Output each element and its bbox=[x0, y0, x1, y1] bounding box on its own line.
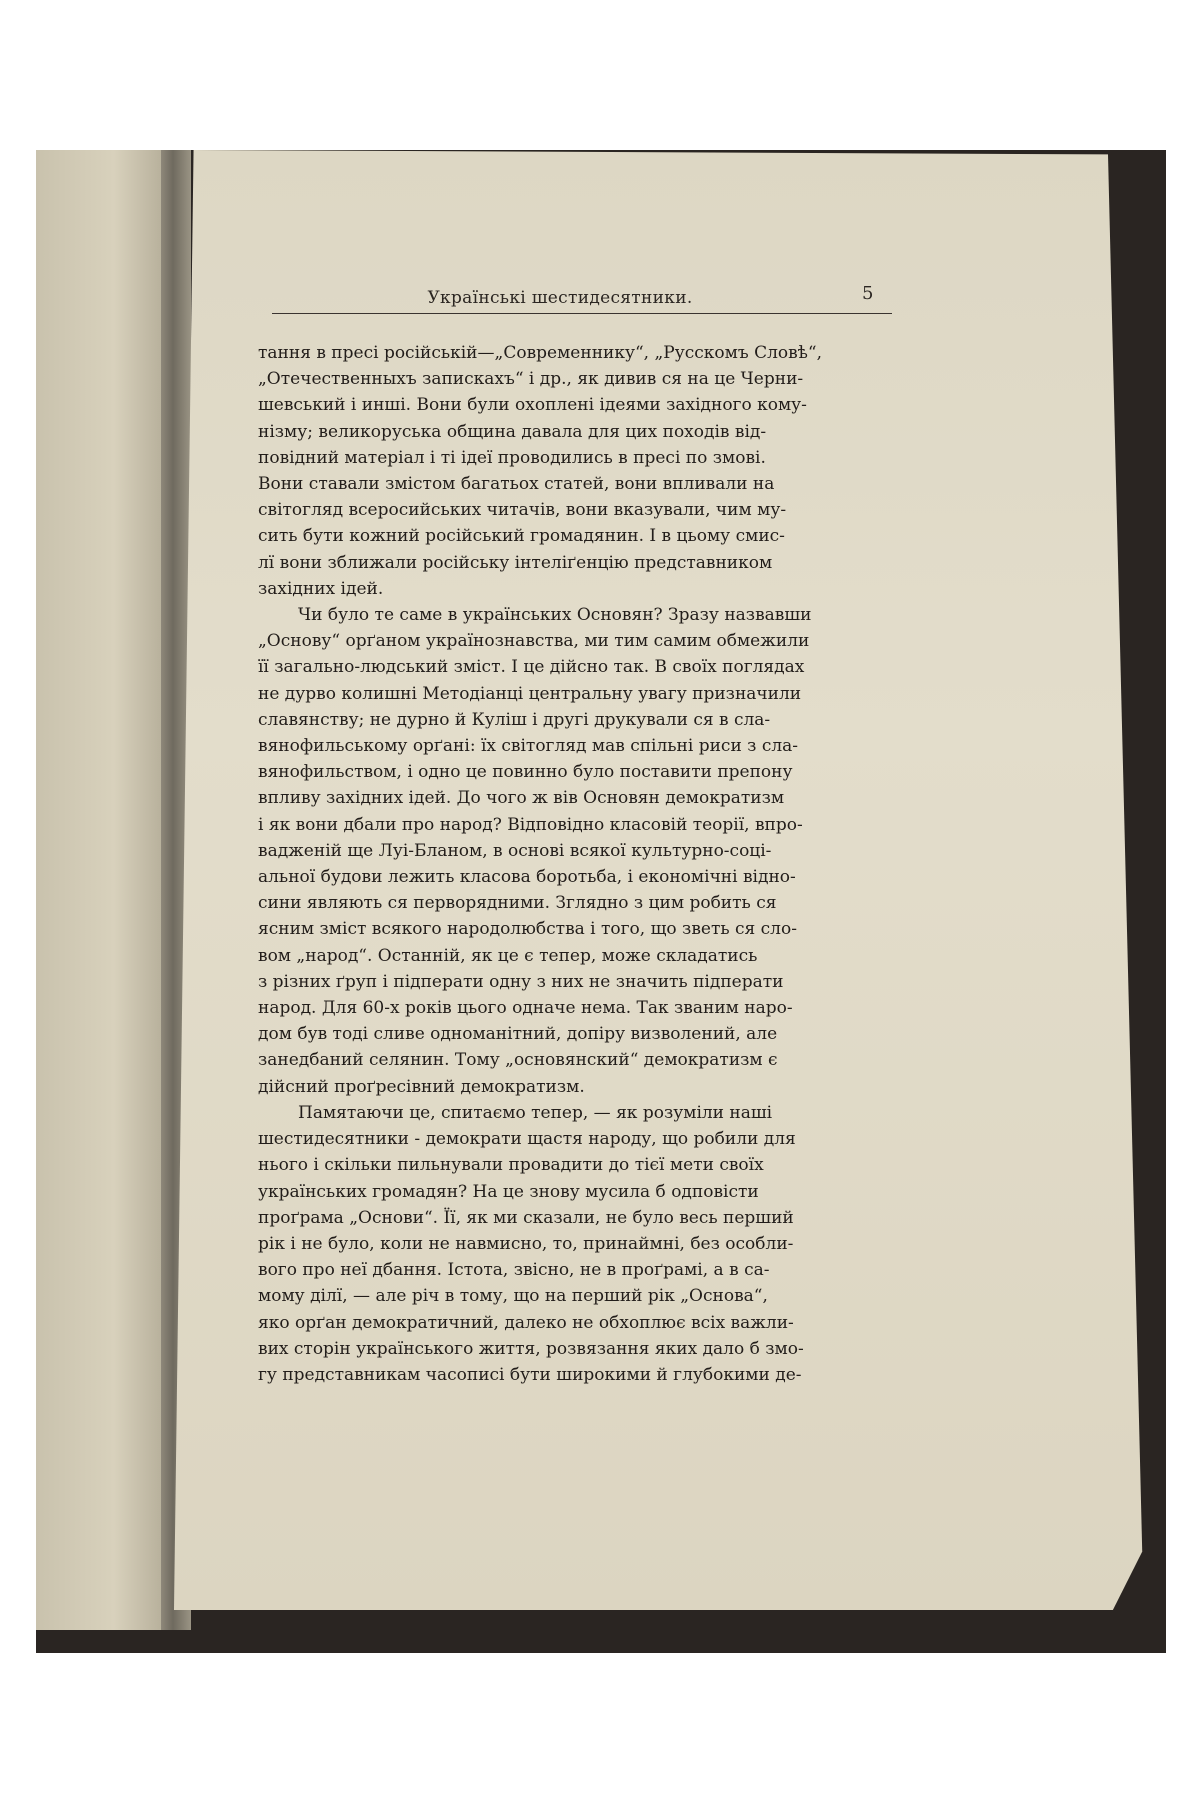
text-line: її загально-людський зміст. І це дійсно так. В своїх поглядах bbox=[258, 657, 805, 678]
text-line: і як вони дбали про народ? Відповідно класовій теорії, впро- bbox=[258, 814, 803, 835]
text-line: повідний матеріал і ті ідеї проводились в пресі по змові. bbox=[258, 447, 766, 468]
header-rule bbox=[272, 313, 892, 314]
text-line: з різних ґруп і підперати одну з них не значить підперати bbox=[258, 971, 784, 992]
text-line: альної будови лежить класова боротьба, і економічні відно- bbox=[258, 867, 796, 888]
text-line: Вони ставали змістом багатьох статей, вони впливали на bbox=[258, 474, 775, 495]
text-line: впливу західних ідей. До чого ж вів Основян демократизм bbox=[258, 788, 785, 809]
left-page-edge bbox=[36, 150, 166, 1630]
running-head: Українські шестидесятники. bbox=[427, 288, 693, 308]
text-line: вянофильством, і одно це повинно було поставити препону bbox=[258, 762, 793, 783]
text-line: шевський і инші. Вони були охоплені ідеями західного кому- bbox=[258, 395, 807, 416]
text-line: дійсний проґресівний демократизм. bbox=[258, 1076, 585, 1097]
body-text bbox=[258, 340, 898, 1388]
text-line: українських громадян? На це знову мусила б одповісти bbox=[258, 1181, 759, 1202]
text-line: тання в пресі російській—„Современнику“, „Русскомъ Словѣ“, bbox=[258, 343, 823, 363]
text-line: сини являють ся перворядними. Зглядно з цим робить ся bbox=[258, 893, 777, 914]
text-line: яко орґан демократичний, далеко не обхоплює всіх важли- bbox=[258, 1312, 794, 1333]
text-line: шестидесятники - демократи щастя народу, що робили для bbox=[258, 1129, 796, 1150]
text-line: нізму; великоруська община давала для цих походів від- bbox=[258, 421, 767, 442]
text-line: сить бути кожний російський громадянин. І в цьому смис- bbox=[258, 526, 785, 547]
text-line: рік і не було, коли не навмисно, то, принаймні, без особли- bbox=[258, 1233, 794, 1254]
text-line: народ. Для 60-х років цього одначе нема. Так званим наро- bbox=[258, 998, 793, 1019]
text-line: вого про неї дбання. Істота, звісно, не в проґрамі, а в са- bbox=[258, 1260, 770, 1281]
text-line: вадженій ще Луі-Бланом, в основі всякої культурно-соці- bbox=[258, 840, 772, 861]
text-line: вих сторін українського життя, розвязання яких дало б змо- bbox=[258, 1338, 804, 1359]
text-line: славянству; не дурно й Куліш і другі друкували ся в сла- bbox=[258, 709, 771, 730]
text-line: занедбаний селянин. Тому „основянский“ демократизм є bbox=[258, 1050, 778, 1071]
text-line: проґрама „Основи“. Її, як ми сказали, не було весь перший bbox=[258, 1207, 794, 1228]
text-line: не дурво колишні Методіанці центральну увагу призначили bbox=[258, 683, 802, 704]
text-line: гу представникам часописі бути широкими й глубокими де- bbox=[258, 1364, 802, 1385]
text-line: дом був тоді сливе одноманітний, допіру визволений, але bbox=[258, 1024, 778, 1045]
text-line: західних ідей. bbox=[258, 578, 384, 599]
text-line: Чи було те саме в українських Основян? Зразу назвавши bbox=[298, 605, 812, 626]
text-line: лї вони зближали російську інтеліґенцію представником bbox=[258, 552, 773, 573]
text-line: мому ділї, — але річ в тому, що на перший рік „Основа“, bbox=[258, 1286, 768, 1307]
text-line: нього і скільки пильнували провадити до тієї мети своїх bbox=[258, 1155, 764, 1176]
page-number: 5 bbox=[862, 283, 874, 304]
text-line: світогляд всеросийських читачів, вони вказували, чим му- bbox=[258, 500, 787, 521]
text-line: „Отечественныхъ запискахъ“ і др., як дивив ся на це Черни- bbox=[258, 369, 804, 390]
text-line: Памятаючи це, спитаємо тепер, — як розуміли наші bbox=[298, 1102, 773, 1123]
text-line: вянофильському орґані: їх світогляд мав спільні риси з сла- bbox=[258, 736, 799, 757]
text-line: ясним зміст всякого народолюбства і того, що зветь ся сло- bbox=[258, 919, 797, 940]
text-line: вом „народ“. Останній, як це є тепер, може складатись bbox=[258, 945, 758, 966]
text-line: „Основу“ орґаном українознавства, ми тим самим обмежили bbox=[258, 631, 810, 652]
